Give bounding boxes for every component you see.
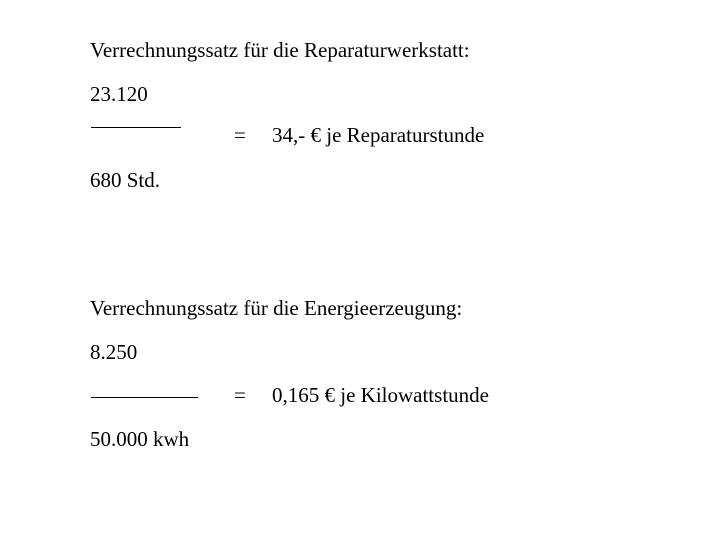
energy-denominator: 50.000 kwh [90, 427, 190, 451]
energy-result: 0,165 € je Kilowattstunde [272, 383, 489, 407]
energy-fraction-bar [91, 397, 198, 398]
repair-equals-sign: = [234, 123, 246, 147]
energy-numerator: 8.250 [90, 340, 138, 364]
repair-result: 34,- € je Reparaturstunde [272, 123, 485, 147]
repair-numerator: 23.120 [90, 82, 148, 106]
repair-fraction-bar [91, 127, 181, 128]
energy-equals-sign: = [234, 383, 246, 407]
energy-heading: Verrechnungssatz für die Energieerzeugung: [90, 296, 463, 320]
repair-denominator: 680 Std. [90, 168, 161, 192]
repair-heading: Verrechnungssatz für die Reparaturwerkstatt: [90, 38, 470, 62]
